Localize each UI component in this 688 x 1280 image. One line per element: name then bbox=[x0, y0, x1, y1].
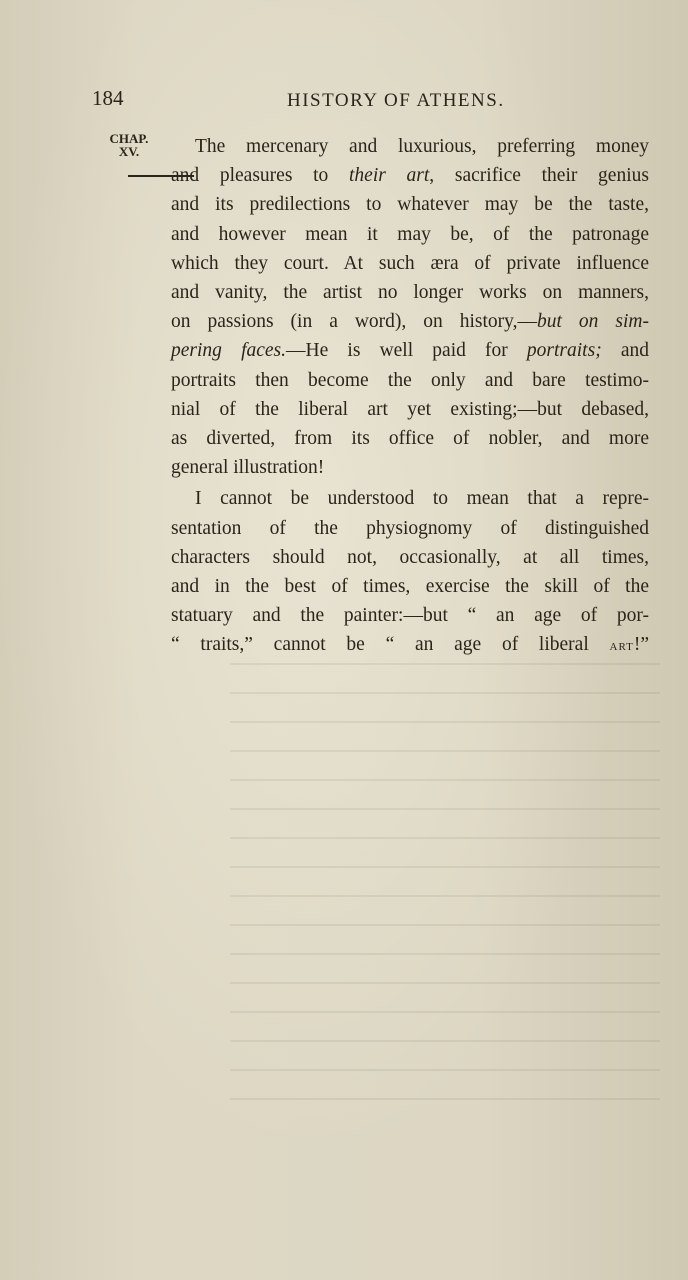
text-run: and pleasures to bbox=[171, 165, 349, 187]
text-run: —He is well paid for bbox=[286, 340, 527, 362]
text-run: , sacrifice their genius bbox=[429, 165, 649, 187]
body-text bbox=[171, 132, 649, 661]
text-line bbox=[171, 161, 649, 190]
text-line: general illustration! bbox=[171, 457, 325, 479]
paragraph-1 bbox=[171, 132, 649, 482]
text-run: and bbox=[601, 340, 649, 362]
text-run: “ traits,” cannot be “ an age of liberal bbox=[171, 634, 610, 656]
text-line: characters should not, occasionally, at all times, bbox=[171, 546, 649, 568]
text-line: statuary and the painter:—but “ an age of por- bbox=[171, 605, 649, 627]
paragraph-2 bbox=[171, 484, 649, 660]
text-line: and its predilections to whatever may be the taste, bbox=[171, 194, 649, 216]
text-line: nial of the liberal art yet existing;—but debased, bbox=[171, 398, 649, 420]
small-caps-run: art bbox=[609, 637, 634, 655]
text-line: which they court. At such æra of private influence bbox=[171, 252, 649, 274]
text-line: as diverted, from its office of nobler, and more bbox=[171, 428, 649, 450]
chapter-number: XV. bbox=[118, 144, 140, 159]
text-line bbox=[171, 630, 649, 660]
text-run: !” bbox=[633, 634, 649, 656]
text-line: portraits then become the only and bare testimo- bbox=[171, 369, 649, 391]
text-line bbox=[171, 336, 649, 365]
text-line: sentation of the physiognomy of distinguished bbox=[171, 517, 649, 539]
text-line: The mercenary and luxurious, preferring money bbox=[195, 136, 649, 157]
italic-run: but on sim- bbox=[537, 311, 649, 333]
page-number: 184 bbox=[92, 86, 124, 110]
chap-label: CHAP. bbox=[109, 131, 149, 146]
italic-run: portraits; bbox=[526, 340, 602, 362]
text-line bbox=[171, 307, 649, 336]
text-line: and however mean it may be, of the patronage bbox=[171, 223, 649, 245]
chapter-margin-note bbox=[104, 132, 154, 158]
italic-run: pering faces. bbox=[171, 340, 287, 362]
text-line: and vanity, the artist no longer works on manners, bbox=[171, 282, 649, 304]
text-line: I cannot be understood to mean that a repre- bbox=[195, 488, 649, 510]
show-through-text bbox=[230, 660, 660, 1100]
italic-run: their art bbox=[349, 165, 430, 187]
text-run: on passions (in a word), on history,— bbox=[171, 311, 538, 333]
text-line: and in the best of times, exercise the skill of the bbox=[171, 576, 649, 598]
running-head: HISTORY OF ATHENS. bbox=[287, 90, 505, 111]
